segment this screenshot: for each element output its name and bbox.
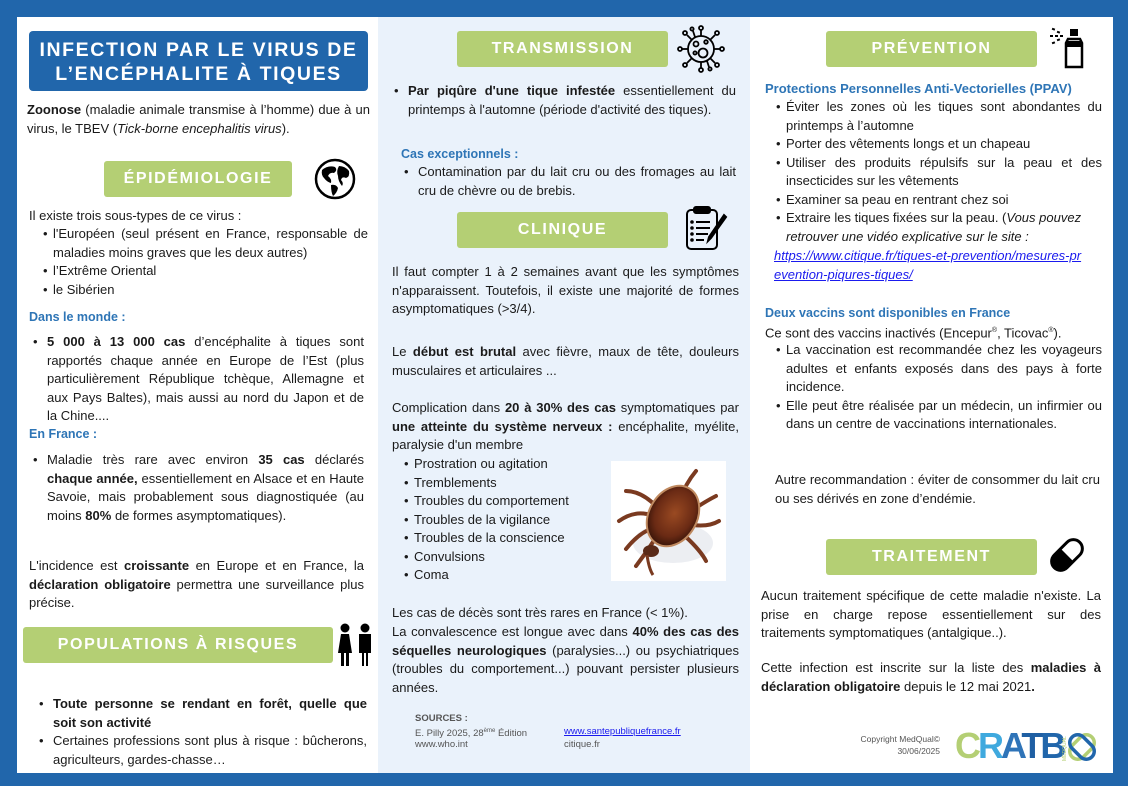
incidence-text-1: L'incidence est [29, 558, 125, 573]
list-item: • La vaccination est recommandée chez les voyageurs adultes et enfants exposés dans des pays à forte incidence. [774, 341, 1102, 397]
intro-bold: Zoonose [27, 102, 82, 117]
complication-bold-1: 20 à 30% des cas [504, 400, 616, 415]
autre-recommandation: Autre recommandation : éviter de consommer du lait cru ou ses dérivés en zone d’endémie. [775, 472, 1100, 506]
section-header-prevention: PRÉVENTION [826, 31, 1037, 67]
transmission-text: essentiellement du printemps à l'automne (période d'activité des tiques). [408, 83, 736, 117]
transmission-list [390, 82, 736, 119]
section-header-epidemiologie: ÉPIDÉMIOLOGIE [104, 161, 292, 197]
virus-icon [676, 25, 726, 73]
clinique-deces: Les cas de décès sont très rares en France (< 1%). [392, 605, 688, 620]
subtypes-intro: Il existe trois sous-types de ce virus : [29, 208, 242, 223]
copyright-text: Copyright MedQual© [860, 734, 940, 744]
logo-subtext: MEDQUAL [1062, 736, 1068, 761]
list-item: • Porter des vêtements longs et un chapeau [774, 135, 1102, 154]
vaccins-intro [765, 322, 1105, 343]
list-item: • Troubles de la conscience [402, 529, 602, 548]
france-text-1: Maladie très rare avec environ [47, 452, 259, 467]
source-who: www.who.int [415, 739, 468, 750]
list-item [390, 82, 736, 119]
right-column [750, 17, 1113, 773]
symptoms-list [402, 455, 602, 585]
source-pilly-a: E. Pilly 2025, 28 [415, 728, 484, 740]
intro-paragraph [27, 101, 370, 138]
list-item: • l'Européen (seul présent en France, responsable de maladies moins graves que les deux autres) [41, 225, 368, 262]
traitement-paragraph: Aucun traitement spécifique de cette maladie n'existe. La prise en charge repose essentiellement sur des traitements symptomatiques (antalgique..). [761, 588, 1101, 640]
ppav-heading: Protections Personnelles Anti-Vectorielles (PPAV) [765, 81, 1072, 96]
copyright-block [840, 733, 940, 757]
debut-bold: début est brutal [412, 344, 517, 359]
debut-text-1: Le [392, 344, 413, 359]
vaccins-heading: Deux vaccins sont disponibles en France [765, 306, 1011, 320]
list-item: • Éviter les zones où les tiques sont abondantes du printemps à l’automne [774, 98, 1102, 135]
declaration-bold: maladies à déclaration obligatoire [761, 660, 1101, 694]
incidence-bold-1: croissante [124, 558, 190, 573]
vaccins-list [774, 341, 1102, 434]
exceptional-heading: Cas exceptionnels : [401, 147, 519, 161]
monde-text: d’encéphalite à tiques sont rapportés chaque année en Europe de l’Est (plus particulièrement République tchèque, Allemagne et aux Pays Baltes), mais aussi au nord du Japon et de la Chine.... [47, 334, 364, 423]
list-item: • Elle peut être réalisée par un médecin, un infirmier ou dans un centre de vaccinations internationales. [774, 397, 1102, 434]
clinique-complication [392, 399, 739, 455]
section-header-populations: POPULATIONS À RISQUES [23, 627, 333, 663]
france-text-3: essentiellement en Alsace et en Haute Savoie, mais probablement sous diagnostiquée (au moins [47, 470, 364, 523]
convalescence-text-1: La convalescence est longue avec dans [392, 624, 633, 639]
clinique-incubation: Il faut compter 1 à 2 semaines avant que les symptômes n'apparaissent. Toutefois, il existe une majorité de formes asymptomatiques (>3/4). [392, 264, 739, 316]
ticovac-reg: ® [1048, 327, 1054, 334]
monde-list [29, 333, 364, 426]
complication-text-3: encéphalite, myélite, paralysie d'un membre [392, 418, 739, 452]
transmission-bold: Par piqûre d'une tique infestée [408, 83, 616, 98]
list-item: • Utiliser des produits répulsifs sur la peau et des insecticides sur les vêtements [774, 154, 1102, 191]
source-pilly-sup: ème [483, 728, 496, 734]
populations-list [35, 695, 367, 769]
intro-italic: Tick-borne encephalitis virus [117, 120, 282, 136]
copyright-date: 30/06/2025 [897, 746, 940, 756]
clinique-convalescence [392, 623, 739, 697]
populations-item-1: Toute personne se rendant en forêt, quelle que soit son activité [53, 696, 367, 730]
pill-icon [1047, 535, 1087, 575]
incidence-text-3: permettra une surveillance plus précise. [29, 576, 364, 610]
list-item: • Contamination par du lait cru ou des fromages au lait cru de chèvre ou de brebis. [400, 163, 736, 200]
encepur-reg: ® [991, 327, 998, 334]
middle-column [378, 17, 750, 773]
list-item: • l’Extrême Oriental [41, 262, 368, 281]
source-pilly-b: Édition [495, 728, 528, 740]
incidence-paragraph [29, 557, 364, 613]
declaration-text-1: Cette infection est inscrite sur la liste des [761, 660, 1031, 675]
title-line-2: L’ENCÉPHALITE À TIQUES [55, 63, 342, 85]
clipboard-icon [684, 205, 730, 251]
list-item [774, 209, 1102, 246]
svg-text:CRATB: CRATB [955, 725, 1064, 765]
people-icon [337, 623, 373, 667]
debut-text-2: avec fièvre, maux de tête, douleurs musculaires et articulaires ... [392, 344, 739, 378]
monde-heading: Dans le monde : [29, 310, 126, 324]
vaccins-intro-a: Ce sont des vaccins inactivés (Encepur [765, 325, 992, 341]
incidence-text-2: en Europe et en France, la [189, 558, 364, 573]
subtypes-list [41, 225, 368, 299]
france-bold-3: 80% [85, 507, 112, 523]
ppav-list [774, 98, 1102, 246]
ppav-last-text: Extraire les tiques fixées sur la peau. ( [786, 210, 1007, 225]
france-text-2: déclarés [304, 452, 364, 467]
monde-bold: 5 000 à 13 000 cas [47, 334, 186, 349]
title-line-1: INFECTION PAR LE VIRUS DE [39, 39, 358, 61]
declaration-paragraph [761, 659, 1101, 696]
list-item: • Coma [402, 566, 602, 585]
declaration-text-2: depuis le 12 mai 2021 [900, 678, 1032, 694]
list-item: • le Sibérien [41, 281, 368, 300]
list-item: • Tremblements [402, 474, 602, 493]
complication-text-2: symptomatiques par [615, 400, 739, 415]
list-item: • Prostration ou agitation [402, 455, 602, 474]
list-item [35, 695, 367, 732]
list-item: • Certaines professions sont plus à risque : bûcherons, agriculteurs, gardes-chasse… [35, 732, 367, 769]
citique-video-link[interactable]: https://www.citique.fr/tiques-et-prevention/mesures-prevention-piqures-tiques/ [774, 248, 1082, 282]
list-item: • Troubles de la vigilance [402, 511, 602, 530]
list-item: • Examiner sa peau en rentrant chez soi [774, 191, 1102, 210]
sources-heading: SOURCES : [415, 713, 468, 724]
incidence-bold-2: déclaration obligatoire [29, 576, 171, 592]
list-item [29, 451, 364, 525]
source-citique: citique.fr [564, 739, 600, 750]
tick-photo [611, 461, 726, 581]
france-text-4: de formes asymptomatiques). [111, 507, 287, 523]
section-header-traitement: TRAITEMENT [826, 539, 1037, 575]
convalescence-text-2: (paralysies...) ou psychiatriques (troubles du comportement...) pouvant persister plusieurs années. [392, 642, 739, 695]
france-bold-2: chaque année, [47, 470, 138, 486]
ppav-last-italic: Vous pouvez retrouver une vidéo explicative sur le site : [786, 210, 1082, 244]
cratb-logo [955, 725, 1105, 765]
intro-text: (maladie animale transmise à l’homme) due à un virus, le TBEV ( [27, 102, 370, 136]
exceptional-list [400, 163, 736, 200]
page-title [29, 31, 368, 91]
left-column [17, 17, 378, 773]
convalescence-bold: 40% des cas des séquelles neurologiques [392, 624, 739, 658]
france-heading: En France : [29, 427, 98, 441]
complication-bold-2: une atteinte du système nerveux : [392, 418, 613, 434]
clinique-debut [392, 343, 739, 380]
source-santepubliquefrance-link[interactable]: www.santepubliquefrance.fr [564, 726, 681, 737]
list-item: • Troubles du comportement [402, 492, 602, 511]
list-item: • Convulsions [402, 548, 602, 567]
france-bold-1: 35 cas [258, 452, 305, 467]
complication-text-1: Complication dans [392, 400, 505, 415]
vaccins-intro-b: , Ticovac [997, 325, 1049, 341]
france-list [29, 451, 364, 525]
spray-icon [1050, 25, 1086, 69]
intro-end: ). [281, 120, 290, 136]
declaration-end: . [1031, 678, 1035, 694]
section-header-clinique: CLINIQUE [457, 212, 668, 248]
list-item [29, 333, 364, 426]
section-header-transmission: TRANSMISSION [457, 31, 668, 67]
vaccins-intro-c: ). [1053, 325, 1062, 341]
globe-icon [314, 158, 356, 200]
